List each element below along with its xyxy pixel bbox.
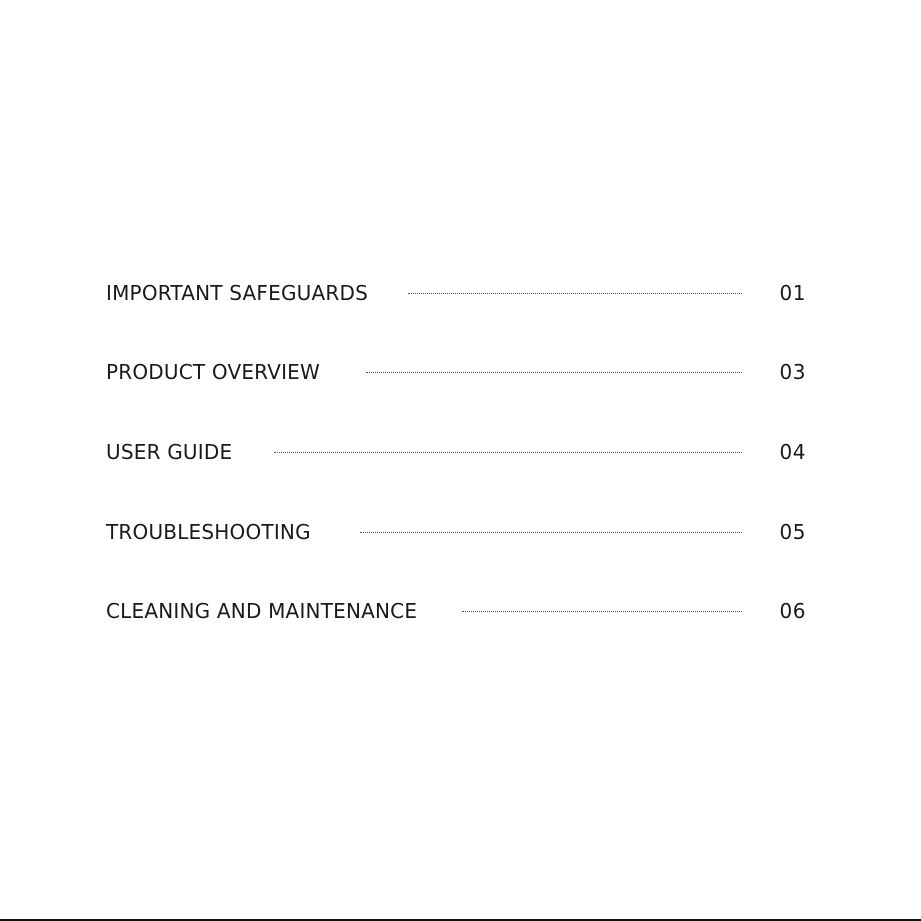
toc-entry[interactable] bbox=[106, 517, 806, 547]
toc-entry-page-number: 03 bbox=[779, 360, 806, 384]
toc-entry-title: TROUBLESHOOTING bbox=[106, 520, 311, 544]
toc-leader-dots bbox=[360, 532, 742, 533]
toc-entry-page-number: 06 bbox=[779, 599, 806, 623]
toc-leader-dots bbox=[408, 293, 742, 294]
toc-leader-dots bbox=[274, 452, 742, 453]
toc-leader-dots bbox=[462, 611, 742, 612]
toc-entry-page-number: 01 bbox=[779, 281, 806, 305]
toc-entry-page-number: 05 bbox=[779, 520, 806, 544]
toc-entry-title: USER GUIDE bbox=[106, 440, 233, 464]
toc-leader-dots bbox=[366, 372, 742, 373]
toc-entry[interactable] bbox=[106, 437, 806, 467]
toc-entry[interactable] bbox=[106, 357, 806, 387]
toc-entry-title: PRODUCT OVERVIEW bbox=[106, 360, 320, 384]
toc-entry[interactable] bbox=[106, 596, 806, 626]
toc-entry-page-number: 04 bbox=[779, 440, 806, 464]
toc-entry-title: IMPORTANT SAFEGUARDS bbox=[106, 281, 368, 305]
toc-entry-title: CLEANING AND MAINTENANCE bbox=[106, 599, 418, 623]
toc-entry[interactable] bbox=[106, 278, 806, 308]
